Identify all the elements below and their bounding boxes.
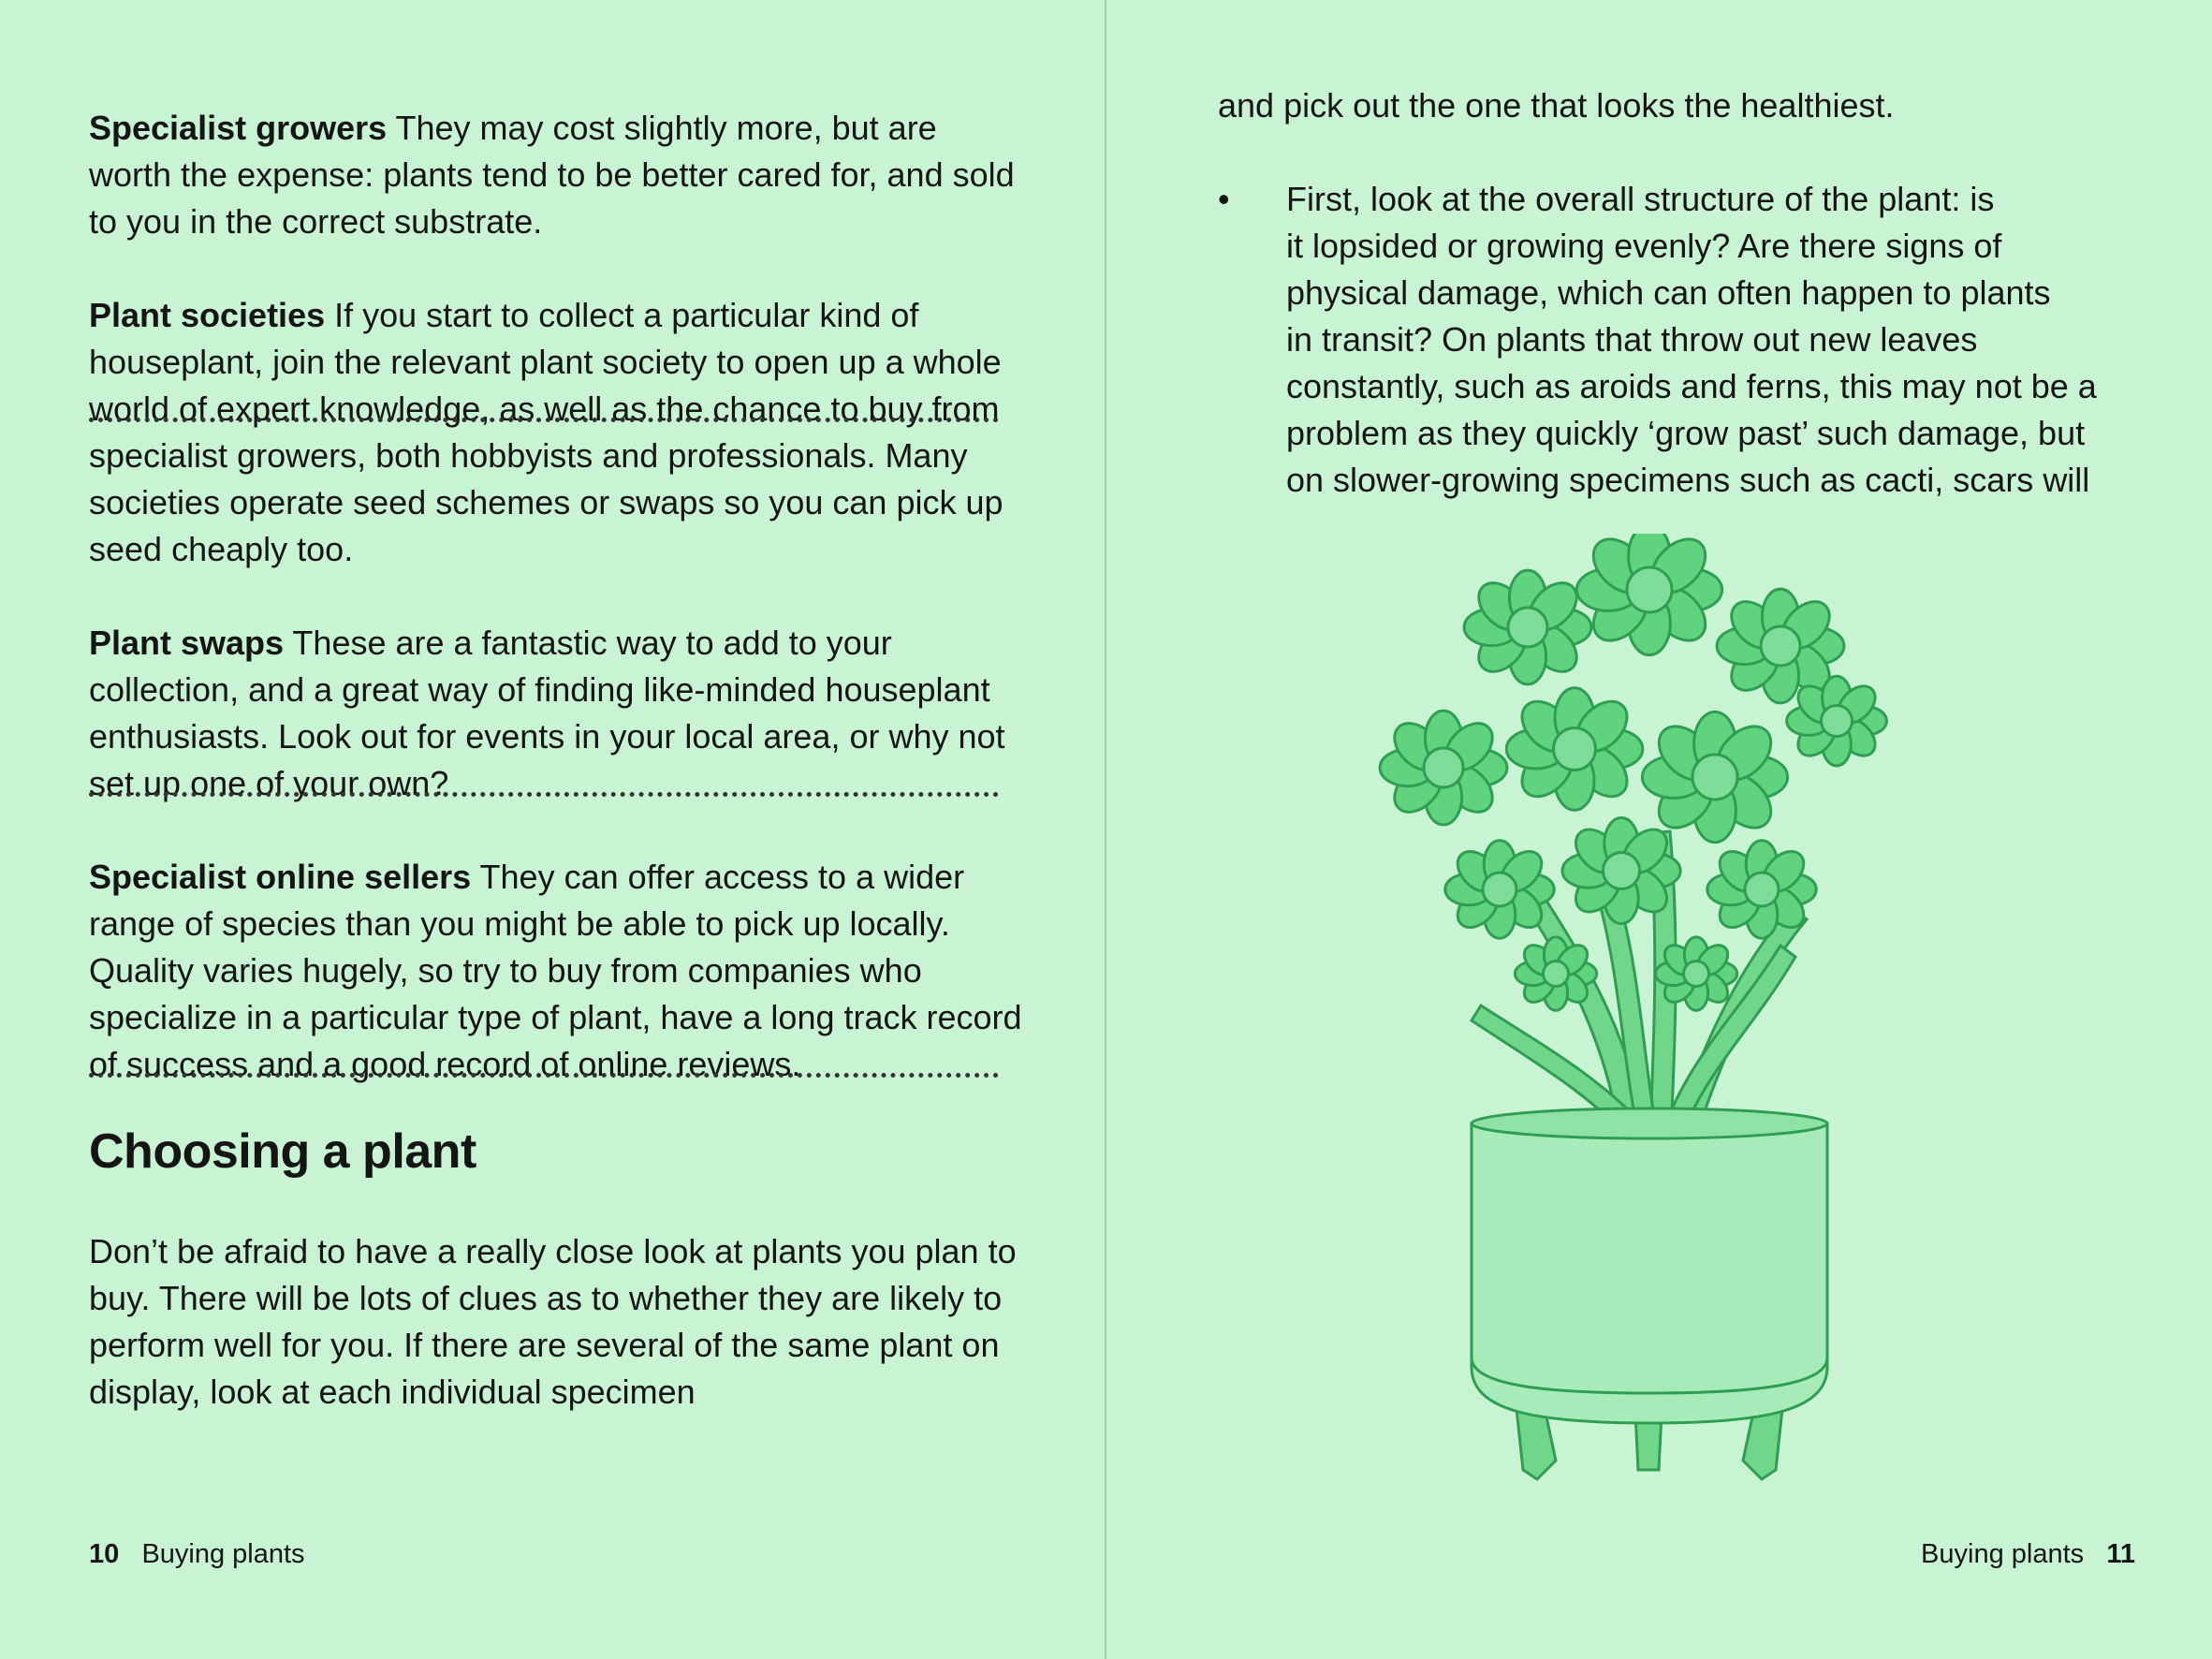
term: Plant societies bbox=[89, 296, 326, 334]
footer-section: Buying plants bbox=[1921, 1539, 2085, 1569]
bullet-line: in transit? On plants that throw out new leaves bbox=[1286, 320, 1978, 359]
section-specialist-growers bbox=[89, 105, 1025, 245]
pot bbox=[1472, 1108, 1827, 1479]
bullet-line: it lopsided or growing evenly? Are there signs of bbox=[1286, 227, 2002, 265]
footer-section: Buying plants bbox=[141, 1539, 305, 1569]
bullet-line: First, look at the overall structure of the plant: is bbox=[1286, 180, 1995, 218]
leaf-rosette-center bbox=[1745, 873, 1779, 906]
leaf-rosette-center bbox=[1684, 962, 1709, 987]
section-plant-societies bbox=[89, 292, 1025, 573]
bullet-line: physical damage, which can often happen to plants bbox=[1286, 273, 2051, 312]
pot-body bbox=[1472, 1123, 1827, 1423]
bullet-line: constantly, such as aroids and ferns, this may not be a bbox=[1286, 367, 2097, 405]
leaf-rosette-center bbox=[1761, 626, 1800, 666]
section-text: These are a fantastic way to add to your collection, and a great way of finding like-minded houseplant enthusiasts. Look out for events in your local area, or why not set up one of your own? bbox=[89, 624, 1005, 802]
dotted-rule bbox=[89, 418, 999, 422]
pot-rim bbox=[1472, 1108, 1827, 1138]
left-page bbox=[0, 0, 1105, 1659]
term: Specialist growers bbox=[89, 109, 388, 147]
dotted-rule bbox=[89, 792, 999, 797]
term: Plant swaps bbox=[89, 624, 285, 662]
leaf-rosette-center bbox=[1627, 567, 1672, 612]
body-paragraph: Don’t be afraid to have a really close look at plants you plan to buy. There will be lots of clues as to whether they are likely to perform well for you. If there are several of the same plant on display, look at each individual specimen bbox=[89, 1232, 1017, 1411]
section-heading: Choosing a plant bbox=[89, 1124, 476, 1179]
page-number: 10 bbox=[89, 1539, 120, 1569]
bullet-text bbox=[1286, 176, 2129, 504]
leaf-rosette-center bbox=[1604, 853, 1640, 889]
plant-leaves bbox=[1380, 534, 1886, 1010]
right-page bbox=[1106, 0, 2212, 1659]
page-number: 11 bbox=[2106, 1539, 2135, 1569]
jade-plant-illustration bbox=[1340, 534, 1958, 1507]
term: Specialist online sellers bbox=[89, 858, 472, 896]
bullet-line: problem as they quickly ‘grow past’ such damage, but bbox=[1286, 414, 2086, 452]
continuation-text: and pick out the one that looks the healthiest. bbox=[1218, 86, 1895, 125]
leaf-rosette-center bbox=[1822, 706, 1853, 737]
section-text: If you start to collect a particular kind of houseplant, join the relevant plant society to open up a whole world of expert knowledge, as well as the chance to buy from specialist growers, both hobbyists and professionals. Many societies operate seed schemes or swaps so you can pick up seed cheaply too. bbox=[89, 296, 1003, 568]
section-specialist-online-sellers bbox=[89, 854, 1025, 1088]
leaf-rosette-center bbox=[1508, 608, 1547, 647]
page-footer-right bbox=[1921, 1535, 2135, 1573]
bullet-marker: • bbox=[1218, 180, 1230, 218]
section-text: They may cost slightly more, but are worth the expense: plants tend to be better cared for, and sold to you in the correct substrate. bbox=[89, 109, 1015, 241]
page-footer-left bbox=[89, 1535, 305, 1573]
section-plant-swaps bbox=[89, 620, 1025, 807]
dotted-rule bbox=[89, 1073, 999, 1078]
leaf-rosette-center bbox=[1483, 873, 1516, 906]
leaf-rosette-center bbox=[1424, 748, 1463, 787]
bullet-line: on slower-growing specimens such as cacti, scars will bbox=[1286, 461, 2090, 499]
section-text: They can offer access to a wider range of species than you might be able to pick up locally. Quality varies hugely, so try to buy from companies who specialize in a particular type of plant, have a long track record of success and a good record of online reviews. bbox=[89, 858, 1022, 1083]
leaf-rosette-center bbox=[1692, 755, 1737, 800]
leaf-rosette-center bbox=[1554, 728, 1596, 771]
leaf-rosette-center bbox=[1544, 962, 1569, 987]
